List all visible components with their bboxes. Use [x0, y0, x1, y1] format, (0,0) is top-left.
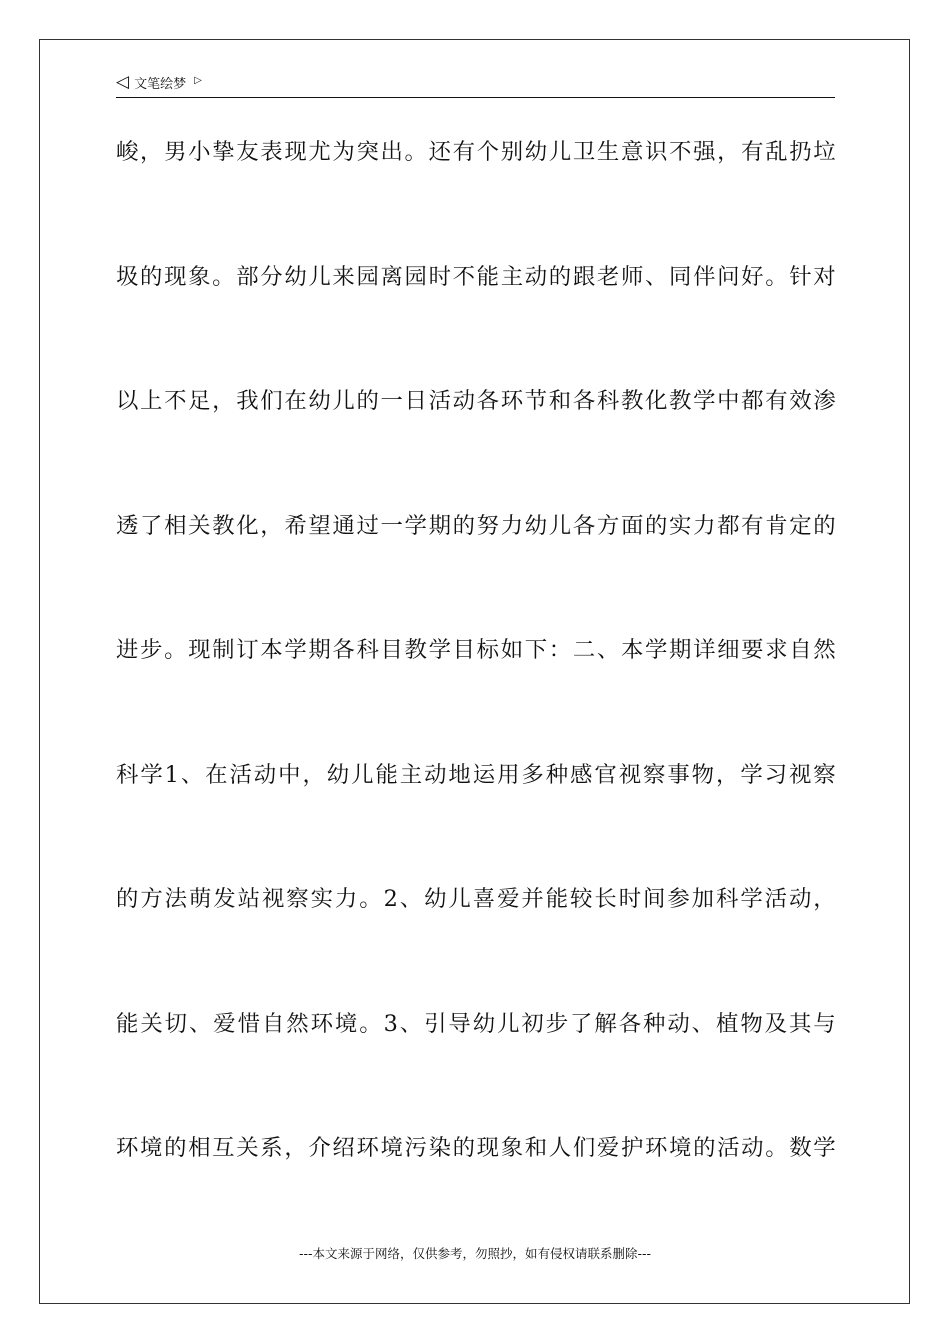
footer-notice: ---本文来源于网络，仅供参考，勿照抄，如有侵权请联系删除---: [298, 1246, 652, 1261]
text-line: 环境的相互关系，介绍环境污染的现象和人们爱护环境的活动。数学: [116, 1135, 836, 1161]
document-body: [116, 128, 836, 1249]
header-title: 文笔绘梦: [134, 77, 187, 92]
page-header: [116, 74, 835, 98]
right-triangle-icon: ▷: [194, 75, 202, 86]
text-line: 科学1、在活动中，幼儿能主动地运用多种感官视察事物，学习视察: [116, 761, 836, 788]
text-line: 的方法萌发站视察实力。2、幼儿喜爱并能较长时间参加科学活动，: [116, 886, 836, 912]
text-line: 能关切、爱惜自然环境。3、引导幼儿初步了解各种动、植物及其与: [116, 1010, 836, 1037]
left-triangle-icon: ◁: [116, 72, 130, 92]
text-line: 透了相关教化，希望通过一学期的努力幼儿各方面的实力都有肯定的: [116, 512, 836, 539]
text-line: 峻，男小挚友表现尤为突出。还有个别幼儿卫生意识不强，有乱扔垃: [116, 139, 836, 165]
text-line: 以上不足，我们在幼儿的一日活动各环节和各科教化教学中都有效渗: [116, 388, 836, 414]
text-line: 圾的现象。部分幼儿来园离园时不能主动的跟老师、同伴问好。针对: [116, 263, 836, 290]
text-line: 进步。现制订本学期各科目教学目标如下：二、本学期详细要求自然: [116, 637, 836, 663]
